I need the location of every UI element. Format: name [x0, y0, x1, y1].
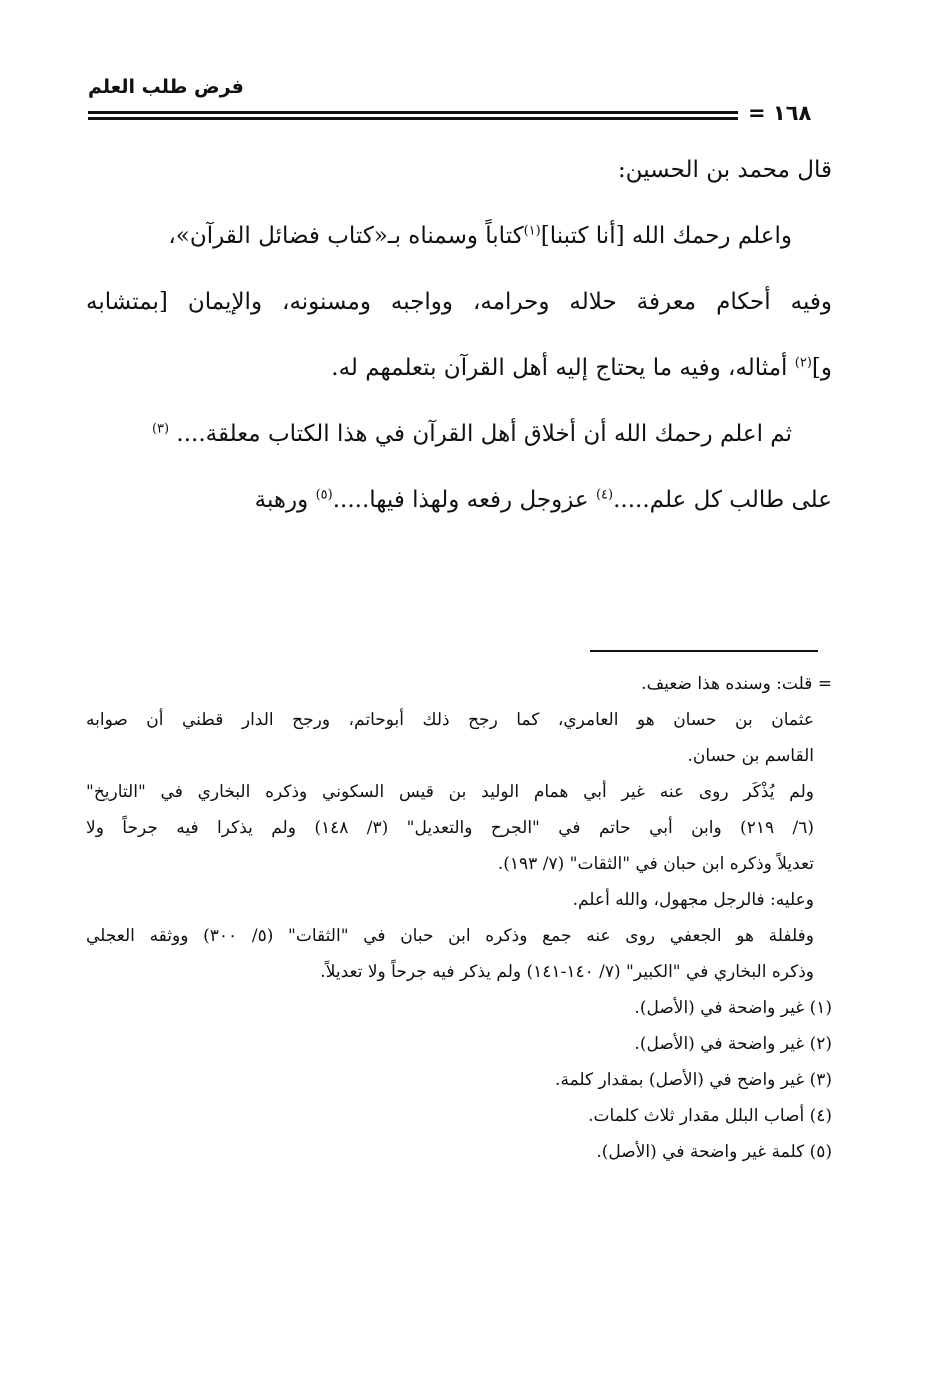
footnote-ref-3[interactable]: (٣) [151, 421, 170, 437]
footnote-ref-5[interactable]: (٥) [315, 487, 333, 503]
main-line-2: واعلم رحمك الله [أنا كتبنا]$^{(١)}$كتاباً وسمناه بـ«كتاب فضائل القرآن»، [168, 223, 792, 249]
main-line-4: و]$^{(٢)}$ أمثاله، وفيه ما يحتاج إليه أهل القرآن بتعلمهم له. [331, 355, 832, 381]
footnote-ref-2[interactable]: (٢) [794, 355, 812, 371]
footnote-line: وعليه: فالرجل مجهول، والله أعلم. [572, 890, 814, 910]
main-line-5: ثم اعلم رحمك الله أن أخلاق أهل القرآن في هذا الكتاب معلقة.... $^{(٣)}$ [151, 421, 792, 447]
page-number: ١٦٨ = [748, 101, 812, 125]
footnote-3: (٣) غير واضح في (الأصل) بمقدار كلمة. [555, 1070, 832, 1090]
footnote-ref-1[interactable]: (١) [523, 223, 541, 239]
footnote-1: (١) غير واضحة في (الأصل). [634, 998, 832, 1018]
footnote-line: وفلفلة هو الجعفي روى عنه جمع وذكره ابن حبان في "الثقات" (٥/ ٣٠٠) ووثقه العجلي [86, 926, 814, 946]
footnote-line: وذكره البخاري في "الكبير" (٧/ ١٤٠-١٤١) ولم يذكر فيه جرحاً ولا تعديلاً. [320, 962, 814, 982]
main-line-1: قال محمد بن الحسين: [617, 157, 832, 183]
running-header-title: فرض طلب العلم [88, 76, 244, 98]
main-line-3: وفيه أحكام معرفة حلاله وحرامه، وواجبه ومسنونه، والإيمان [بمتشابه [86, 289, 832, 315]
header-rule-top [88, 111, 738, 114]
footnote-5: (٥) كلمة غير واضحة في (الأصل). [596, 1142, 832, 1162]
footnote-line: القاسم بن حسان. [687, 746, 814, 766]
footnote-separator [590, 650, 818, 652]
main-text [86, 150, 832, 546]
footnote-line: (٦/ ٢١٩) وابن أبي حاتم في "الجرح والتعديل" (٣/ ١٤٨) ولم يذكرا فيه جرحاً ولا [86, 818, 815, 838]
footnote-continuation: = قلت: وسنده هذا ضعيف. [641, 674, 832, 694]
footnote-4: (٤) أصاب البلل مقدار ثلاث كلمات. [588, 1106, 832, 1126]
main-line-6: على طالب كل علم.....$^{(٤)}$ عزوجل رفعه ولهذا فيها.....$^{(٥)}$ ورهبة [254, 487, 832, 513]
footnote-line: عثمان بن حسان هو العامري، كما رجح ذلك أبوحاتم، ورجح الدار قطني أن صوابه [86, 710, 814, 730]
footnote-line: تعديلاً وذكره ابن حبان في "الثقات" (٧/ ١٩٣). [497, 854, 814, 874]
footnotes [86, 666, 832, 1170]
footnote-2: (٢) غير واضحة في (الأصل). [634, 1034, 832, 1054]
header-rule-bottom [88, 117, 738, 120]
footnote-ref-4[interactable]: (٤) [595, 487, 614, 503]
footnote-line: ولم يُذْكَر روى عنه غير أبي همام الوليد بن قيس السكوني وذكره البخاري في "التاريخ" [86, 782, 814, 802]
